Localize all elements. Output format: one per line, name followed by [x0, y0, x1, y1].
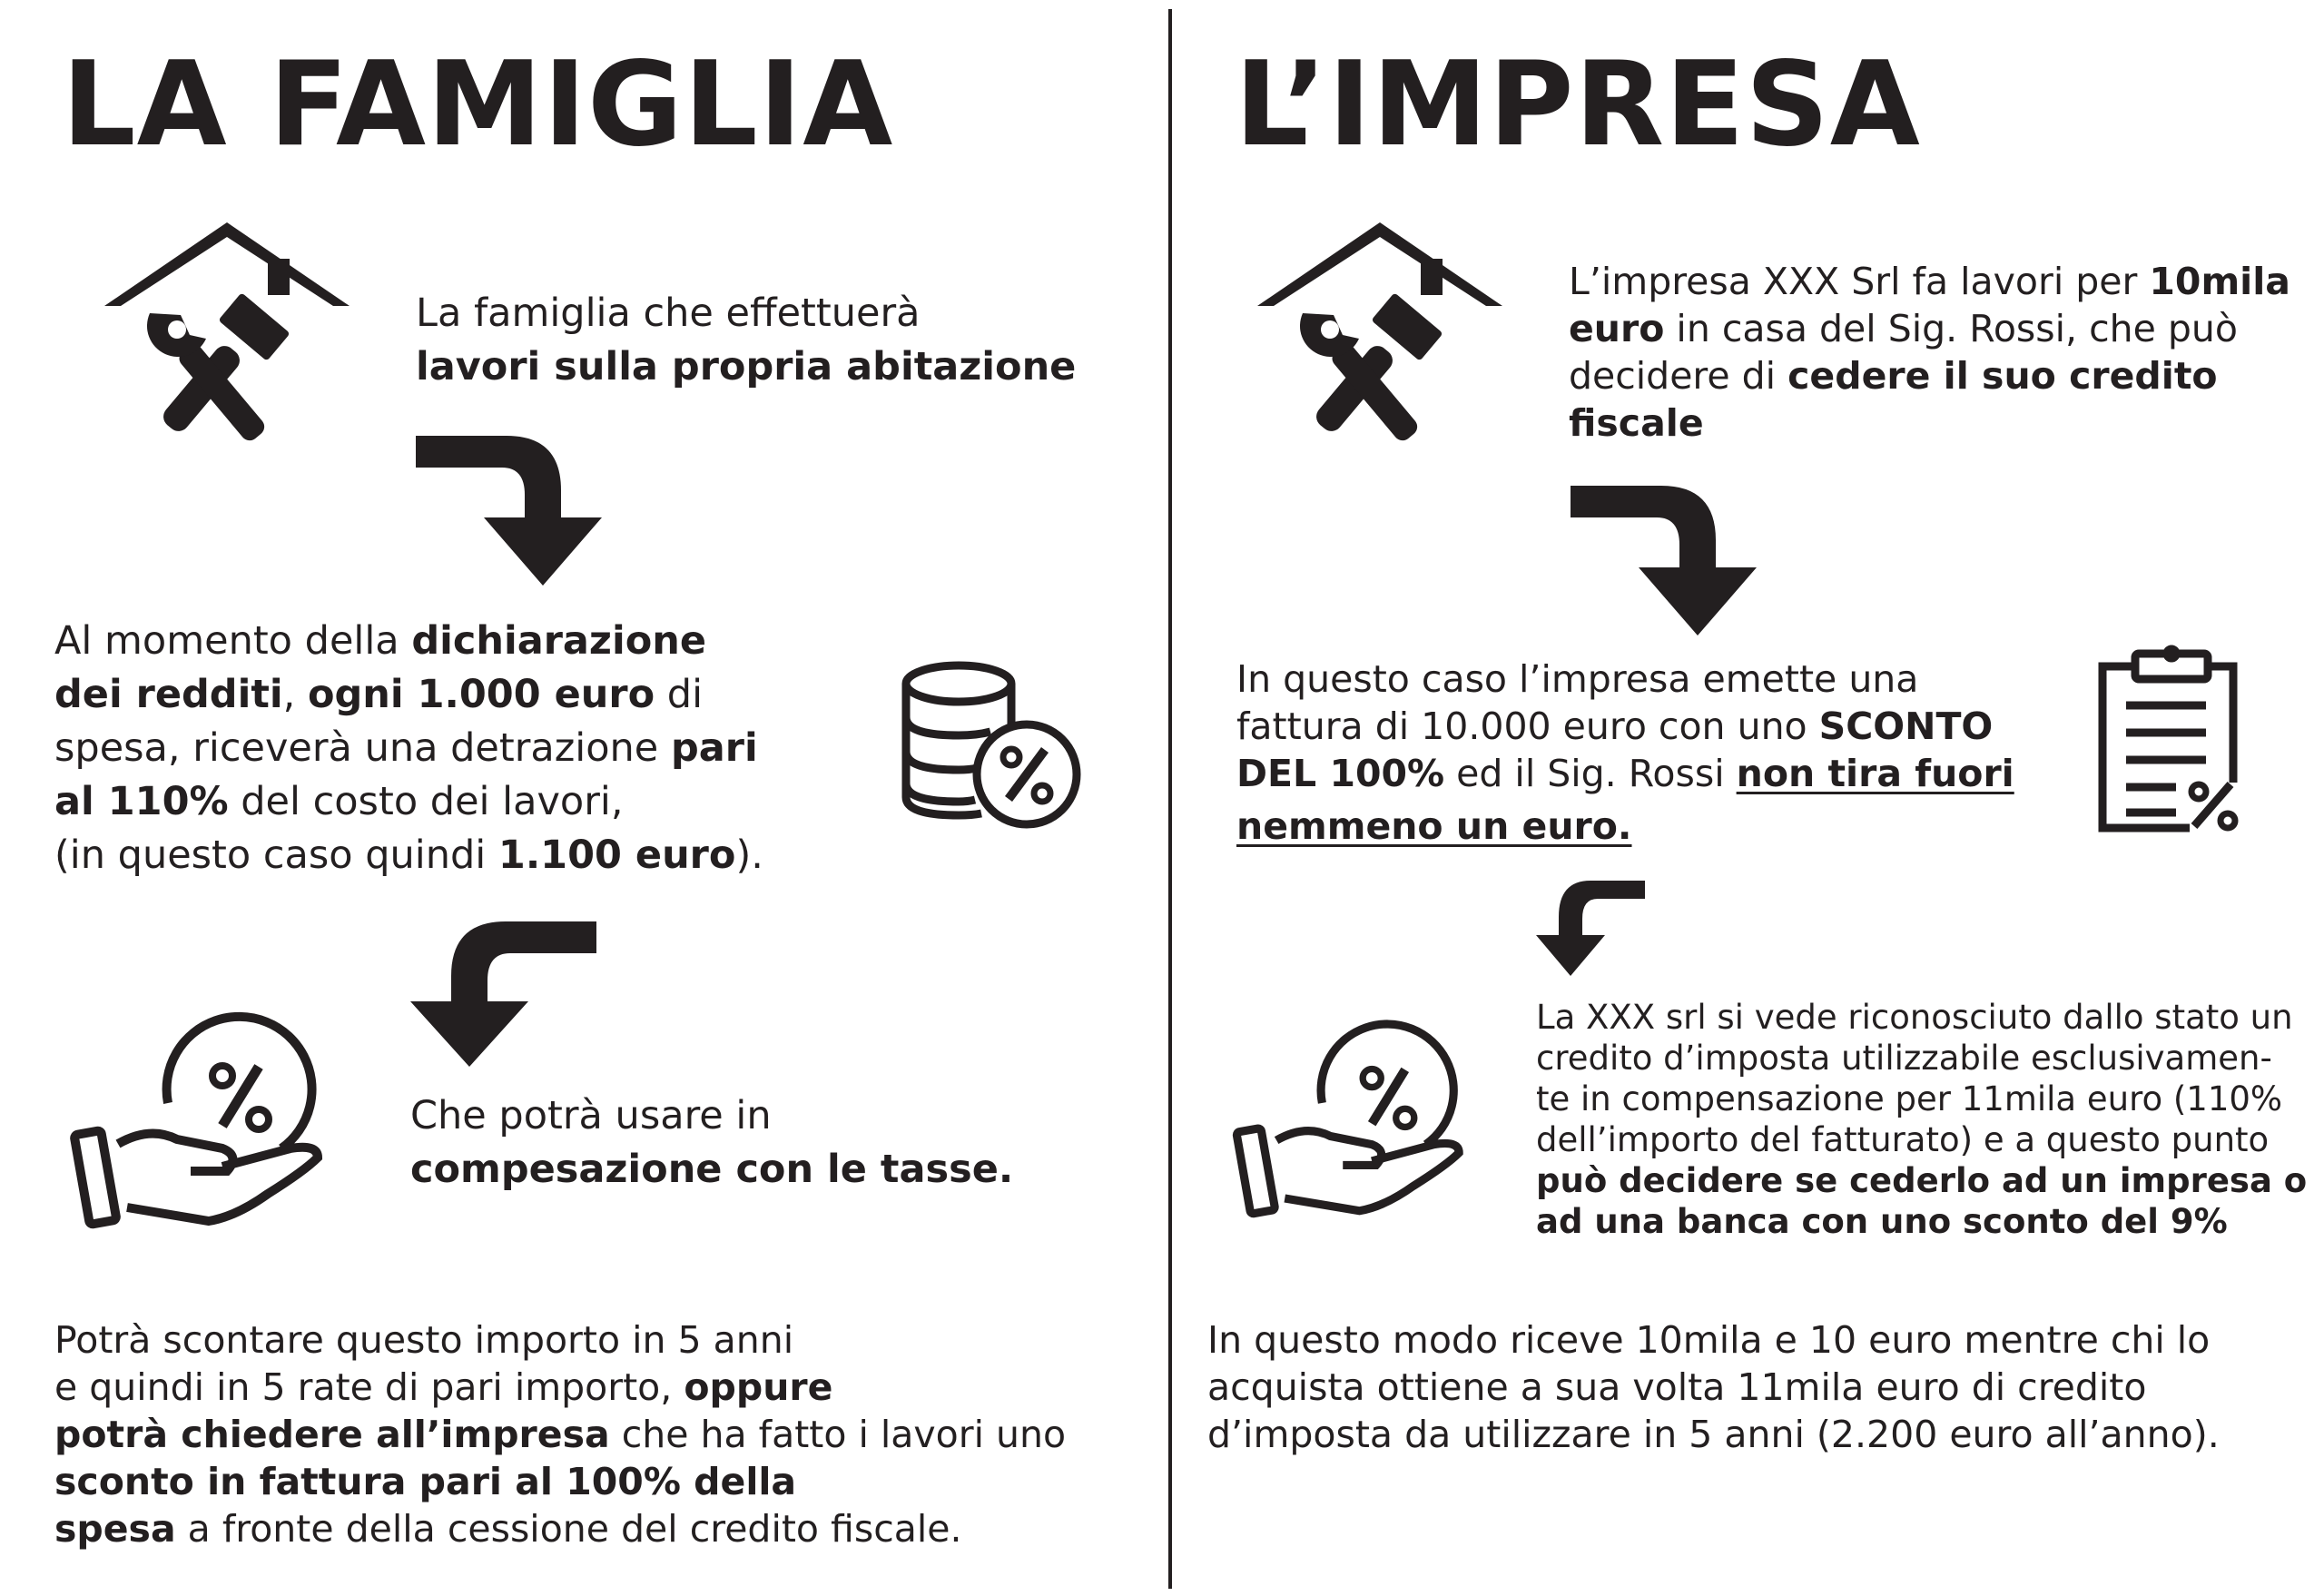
left-step3-text: Che potrà usare in compesazione con le tasse. [410, 1093, 1014, 1192]
left-step2-text: Al momento della dichiarazione dei redditi, ogni 1.000 euro di spesa, riceverà una detrazione pari al 110% del costo dei lavori, (in questo caso quindi 1.100 euro). [54, 618, 763, 878]
coins-percent-icon [904, 661, 1081, 833]
right-step3-text: La XXX srl si vede riconosciuto dallo stato un credito d’imposta utilizzabile esclusivamen- te in compensazione per 11mila euro (110% dell’importo del fatturato) e a questo punto può decidere se cederlo ad un impresa o ad una banca con uno sconto del 9% [1536, 998, 2308, 1241]
left-step1-text [416, 287, 1142, 394]
right-bottom-text: In questo modo riceve 10mila e 10 euro mentre chi lo acquista ottiene a sua volta 11mila euro di credito d’imposta da utilizzare in 5 anni (2.200 euro all’anno). [1207, 1318, 2220, 1456]
left-bottom-text: Potrà scontare questo importo in 5 anni e quindi in 5 rate di pari importo, oppure potrà chiedere all’impresa che ha fatto i lavori uno sconto in fattura pari al 100% della spesa a fronte della cessione del credito fiscale. [54, 1318, 1067, 1551]
hand-percent-icon [1239, 1020, 1480, 1224]
house-tools-icon [104, 222, 350, 436]
right-step1-text: L’impresa XXX Srl fa lavori per 10mila euro in casa del Sig. Rossi, che può decidere di cedere il suo credito fiscale [1569, 260, 2290, 445]
left-step1-line1: La famiglia che effettuerà [416, 291, 921, 336]
left-step1-bold: lavori sulla propria abitazione [416, 344, 1077, 389]
curved-arrow-icon [1536, 881, 1645, 976]
curved-arrow-icon [416, 436, 606, 586]
right-step2-text: In questo caso l’impresa emette una fattura di 10.000 euro con uno SCONTO DEL 100% ed il Sig. Rossi non tira fuori nemmeno un euro. [1236, 657, 2014, 848]
left-title: LA FAMIGLIA [62, 37, 894, 172]
clipboard-percent-icon [2099, 646, 2244, 832]
right-title: L’IMPRESA [1235, 37, 1921, 172]
house-tools-icon [1257, 222, 1502, 436]
hand-percent-icon [77, 1012, 340, 1235]
curved-arrow-icon [410, 921, 596, 1067]
curved-arrow-icon [1571, 486, 1761, 635]
column-divider [1168, 9, 1172, 1589]
